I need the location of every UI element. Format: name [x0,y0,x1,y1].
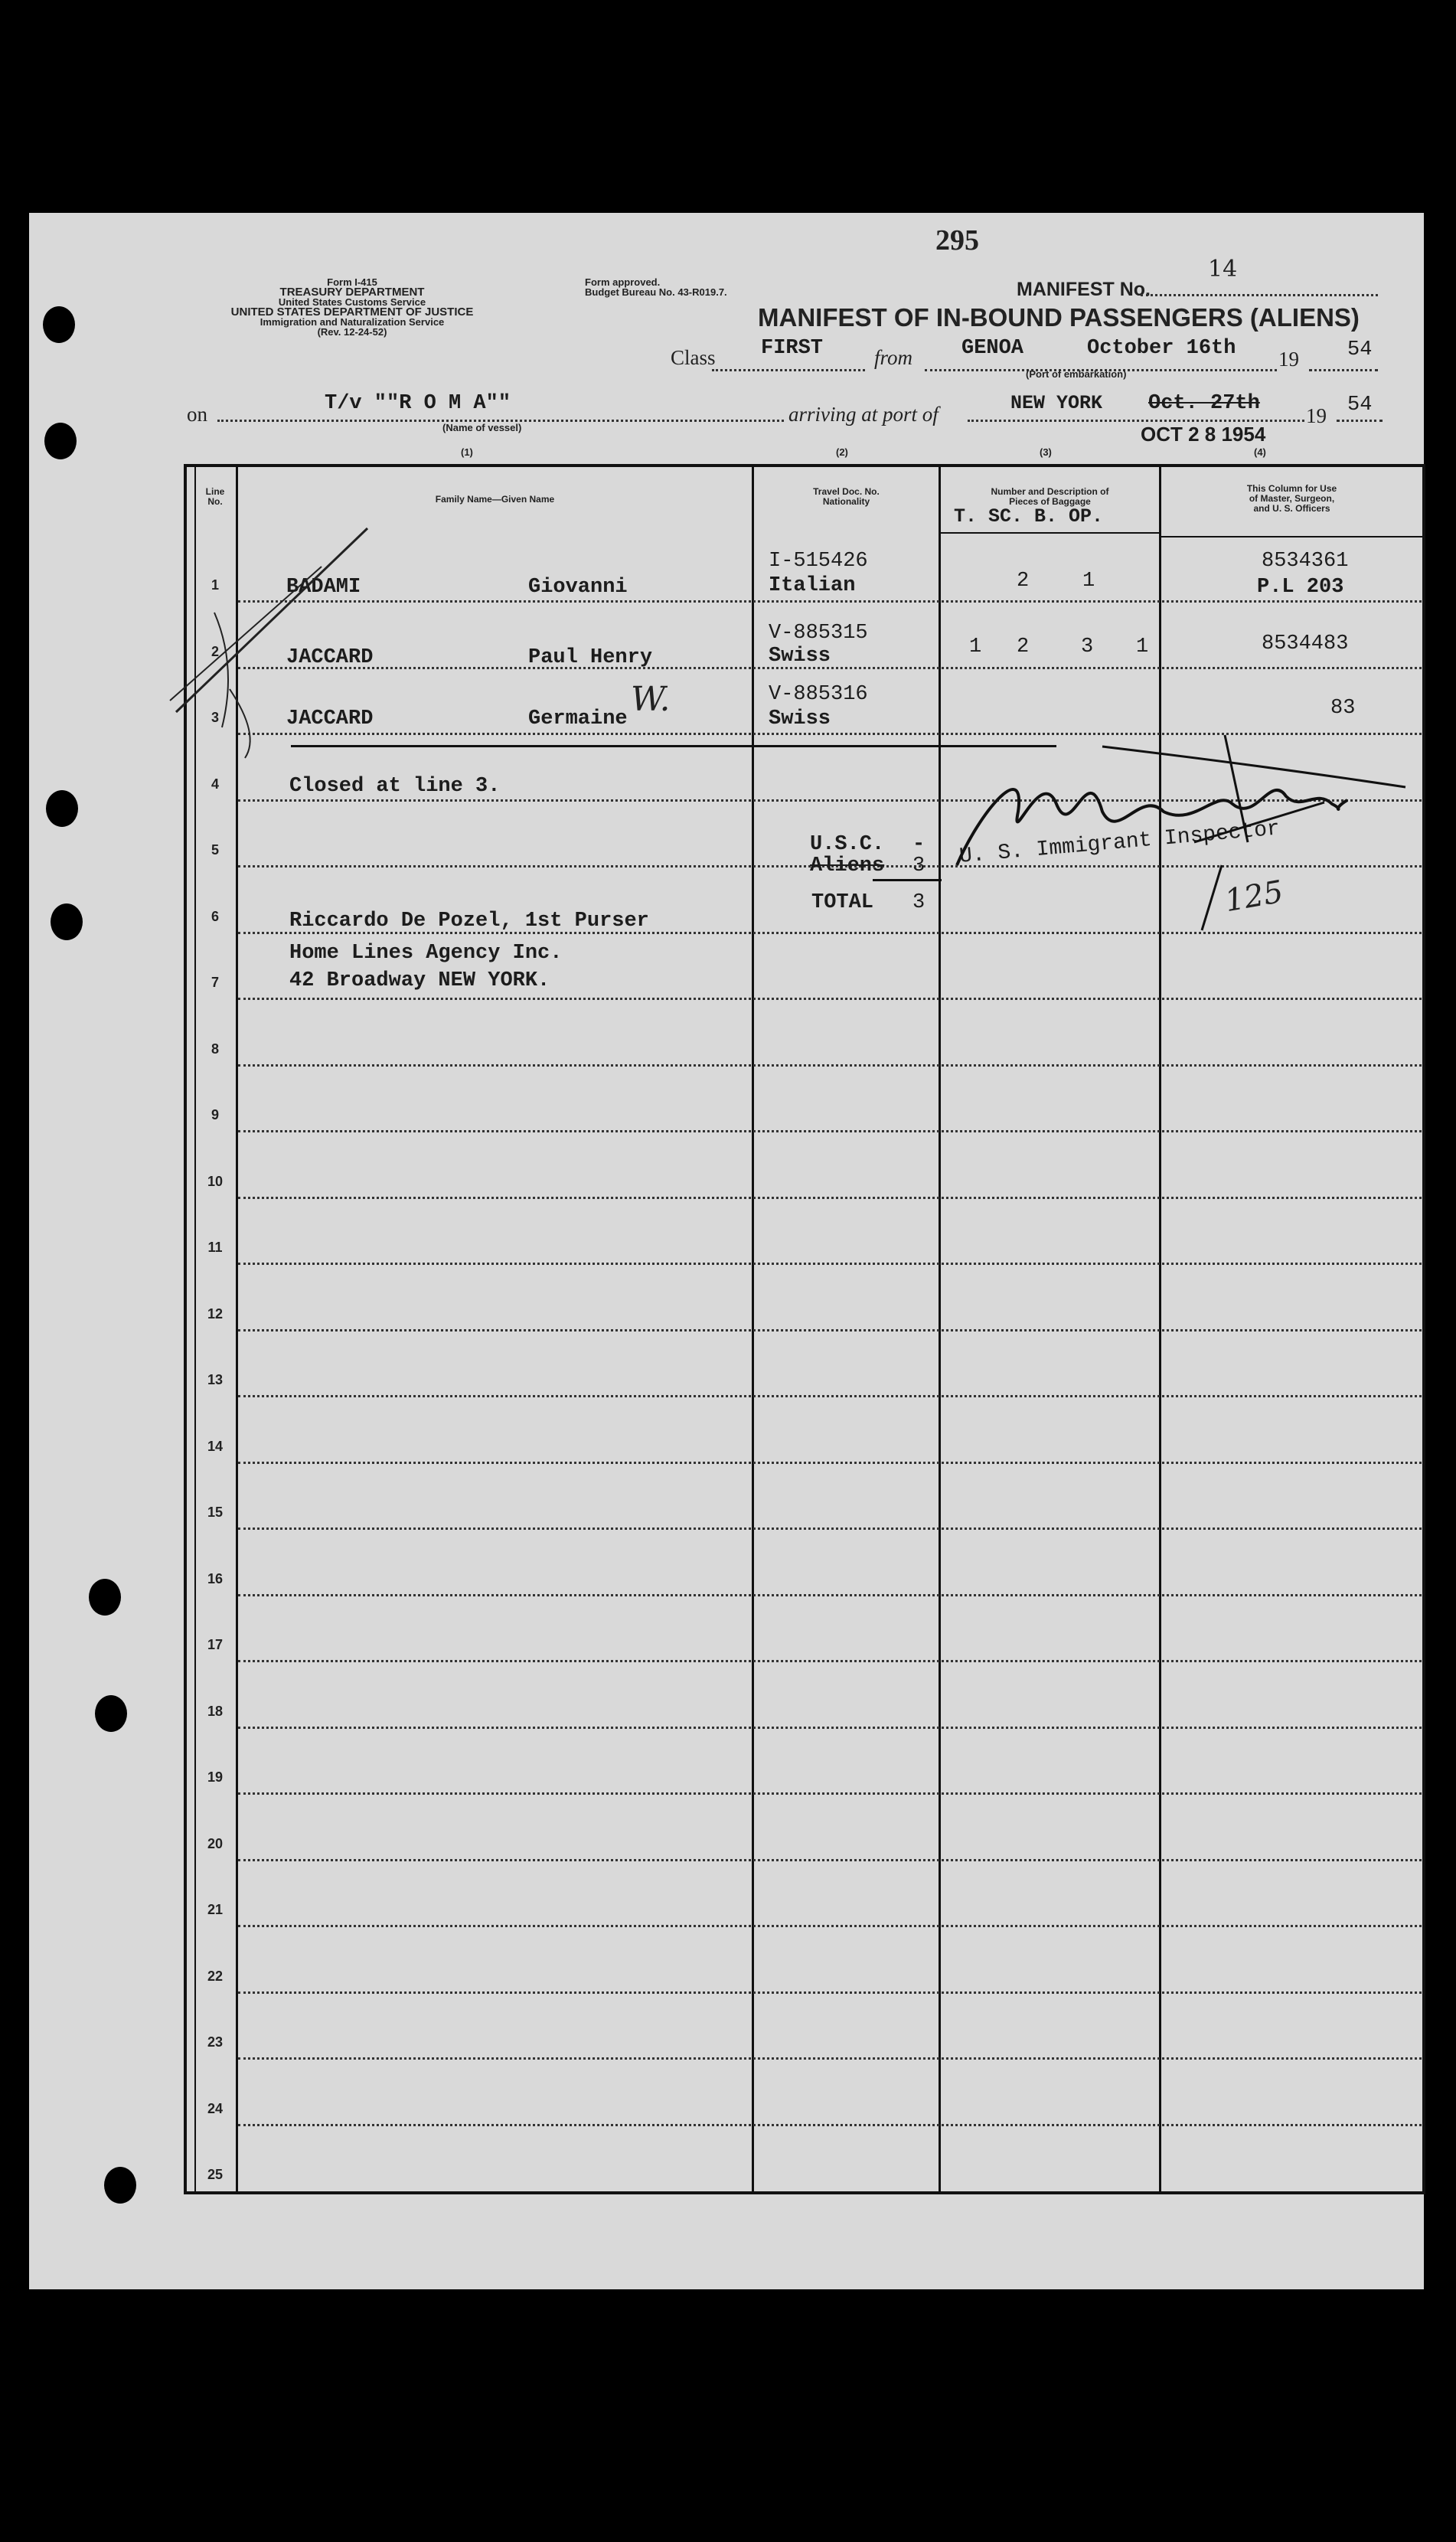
year-prefix: 19 [1278,348,1299,371]
inspector-title: U. S. Immigrant Inspector [958,817,1281,869]
ins-service: Immigration and Naturalization Service [260,316,445,328]
col-travel-doc: Travel Doc. No. Nationality [813,486,880,507]
customs-service: United States Customs Service [278,296,426,308]
row2-op: 1 [1136,636,1149,658]
col-number-4: (4) [1254,446,1266,458]
embarkation-date: October 16th [1087,337,1236,360]
row2-sc: 2 [1017,636,1030,658]
row3-family: JACCARD [286,707,374,730]
year-value: 54 [1347,338,1373,361]
form-revision: (Rev. 12-24-52) [317,326,387,338]
col-number-2: (2) [836,446,848,458]
row2-nationality: Swiss [769,645,831,668]
col-officer-use: This Column for Use of Master, Surgeon, and U. S. Officers [1246,483,1337,514]
embarkation-port: GENOA [961,337,1024,360]
aliens-label: Aliens [810,854,885,877]
line-number: 12 [207,1305,224,1322]
from-label: from [874,346,913,369]
baggage-subheads: T. SC. B. OP. [954,505,1104,528]
row1-officer-2: P.L 203 [1257,576,1344,599]
col-line-no: Line No. [205,486,225,507]
closed-note: Closed at line 3. [289,775,501,798]
cross-line [170,567,322,701]
line-number: 20 [207,1835,224,1851]
strike-line [1102,747,1405,787]
total-value: 3 [912,891,926,914]
vessel-name: T/v ""R O M A"" [325,392,511,415]
row3-nationality: Swiss [769,707,831,730]
manifest-no-label: MANIFEST No. [1017,279,1151,300]
row1-family: BADAMI [286,576,361,599]
line-number: 15 [207,1505,224,1521]
dept-treasury: TREASURY DEPARTMENT [279,286,425,299]
on-label: on [187,403,207,426]
row1-given: Giovanni [528,576,628,599]
row2-family: JACCARD [286,646,374,669]
line-number: 4 [211,776,219,792]
aliens-value: 3 [912,854,926,877]
port-caption: (Port of embarkation) [1026,368,1127,380]
line-number: 17 [207,1637,224,1653]
line-number: 22 [207,1968,224,1984]
arrival-date-struck: Oct. 27th [1148,392,1260,415]
line-number: 14 [207,1438,224,1454]
cross-line [176,528,367,712]
row3-doc: V-885316 [769,683,868,706]
class-value: FIRST [761,337,824,360]
manifest-no-value: 14 [1208,256,1238,283]
line-number: 21 [207,1902,224,1918]
page-number: 295 [935,224,979,256]
line-number: 19 [207,1769,224,1786]
col-number-3: (3) [1040,446,1052,458]
row2-officer-1: 8534483 [1262,632,1349,655]
col-baggage: Number and Description of Pieces of Baggage [991,486,1109,507]
line-number: 10 [207,1173,224,1189]
signature-annotation: 125 [1222,874,1286,920]
total-label: TOTAL [811,891,874,914]
arrival-year-value: 54 [1347,394,1373,417]
line-number: 24 [207,2100,224,2116]
line-number: 8 [211,1041,219,1057]
line-number: 18 [207,1703,224,1719]
row2-b: 3 [1081,636,1094,658]
arrival-port: NEW YORK [1010,392,1103,414]
cross-line [230,689,250,758]
form-approved: Form approved. [585,276,661,288]
col-number-1: (1) [461,446,473,458]
line-number: 25 [207,2167,224,2182]
row1-doc: I-515426 [769,550,868,573]
row2-given: Paul Henry [528,646,653,669]
arriving-label: arriving at port of [788,403,939,426]
address-line: 42 Broadway NEW YORK. [289,969,550,992]
budget-number: Budget Bureau No. 43-R019.7. [585,286,727,298]
signature-underline [1194,802,1324,842]
line-number: 6 [211,908,219,924]
manifest-title: MANIFEST OF IN-BOUND PASSENGERS (ALIENS) [758,303,1360,332]
row3-given: Germaine [528,707,628,730]
form-number: Form I-415 [327,276,377,288]
line-number: 11 [207,1240,223,1256]
row2-doc: V-885315 [769,622,868,645]
line-number: 7 [211,975,219,991]
usc-label: U.S.C. [810,833,885,856]
inspector-signature [957,789,1347,865]
arrival-year-prefix: 19 [1306,404,1327,427]
line-number: 1 [211,577,219,593]
usc-value: - [912,833,926,856]
row1-sc: 2 [1017,570,1030,593]
col-name: Family Name—Given Name [435,494,555,505]
agency-line: Home Lines Agency Inc. [289,942,563,965]
row1-b: 1 [1082,570,1095,593]
line-number: 13 [207,1372,224,1388]
row3-officer-1: 83 [1330,697,1356,720]
check-mark [1202,865,1222,930]
line-number: 9 [211,1107,219,1123]
row2-t: 1 [969,636,982,658]
line-number: 16 [207,1570,224,1586]
vessel-caption: (Name of vessel) [442,422,522,433]
class-label: Class [671,346,716,369]
arrival-stamp: OCT 2 8 1954 [1141,423,1266,446]
row1-nationality: Italian [769,574,856,597]
line-number: 23 [207,2034,224,2050]
purser-line: Riccardo De Pozel, 1st Purser [289,910,649,933]
line-number: 3 [211,710,219,726]
line-number: 2 [211,643,219,659]
line-number: 5 [211,842,219,858]
row1-officer-1: 8534361 [1262,550,1349,573]
dept-justice: UNITED STATES DEPARTMENT OF JUSTICE [230,305,474,319]
handwritten-initials: W. [631,680,671,719]
